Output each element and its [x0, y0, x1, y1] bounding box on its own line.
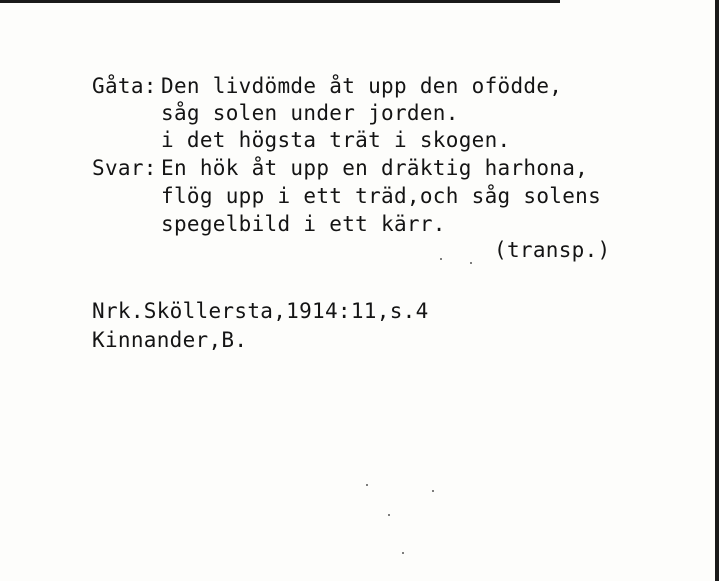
answer-line-2: flög upp i ett träd,och såg solens: [161, 184, 602, 208]
answer-label: Svar:: [92, 156, 157, 180]
riddle-line-1: Den livdömde åt upp den ofödde,: [161, 74, 563, 98]
paper-speck: [402, 552, 404, 554]
paper-speck: [440, 258, 442, 260]
riddle-line-2: såg solen under jorden.: [161, 101, 459, 125]
paper-speck: [432, 490, 434, 492]
transposition-note: (transp.): [494, 238, 611, 262]
card-top-edge: [0, 0, 560, 3]
paper-speck: [470, 262, 472, 264]
riddle-line-3: i det högsta trät i skogen.: [161, 128, 511, 152]
card-right-edge: [715, 0, 719, 581]
paper-speck: [366, 484, 368, 486]
source-reference: Nrk.Sköllersta,1914:11,s.4: [92, 299, 429, 323]
answer-line-3: spegelbild i ett kärr.: [161, 212, 446, 236]
answer-line-1: En hök åt upp en dräktig harhona,: [161, 156, 589, 180]
riddle-label: Gåta:: [92, 74, 157, 98]
collector-name: Kinnander,B.: [92, 328, 248, 352]
paper-speck: [388, 514, 390, 516]
